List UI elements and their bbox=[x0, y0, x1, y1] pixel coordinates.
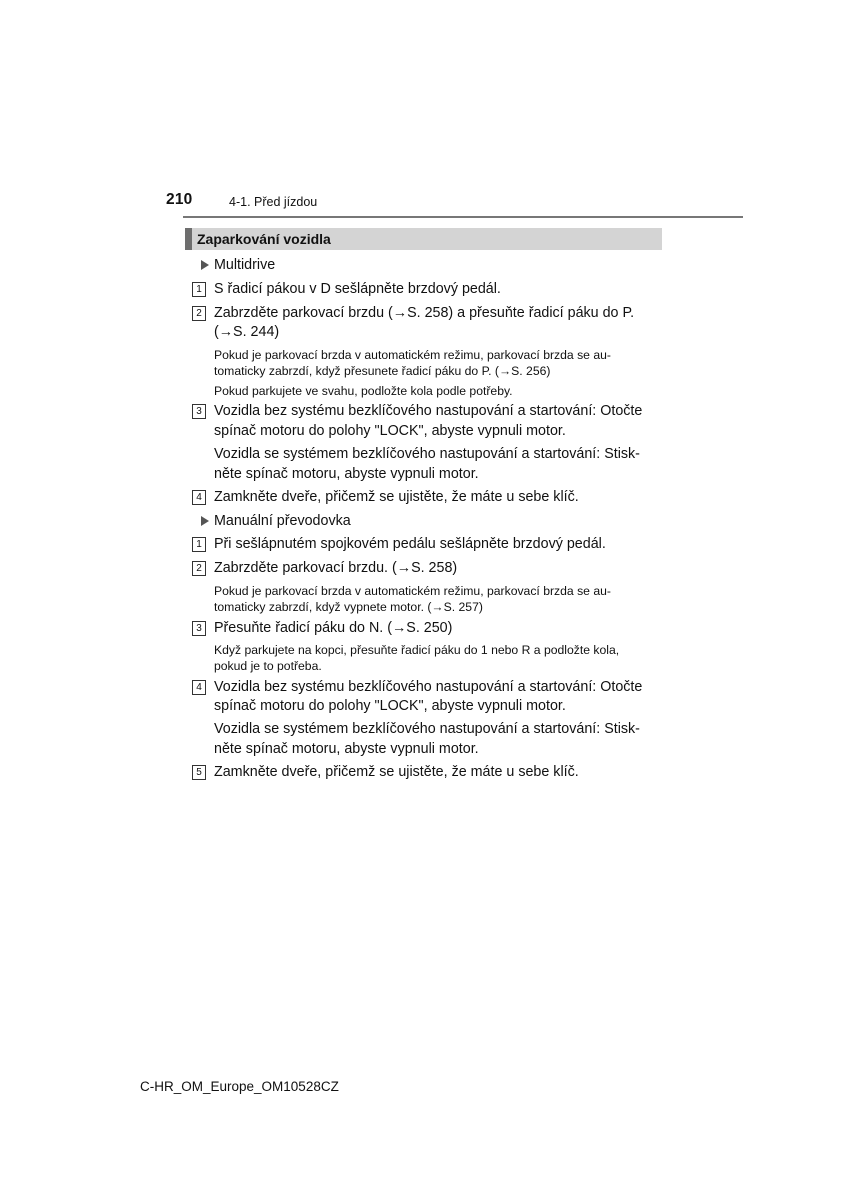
step-text: Vozidla bez systému bezklíčového nastupování a startování: Otočte bbox=[214, 403, 643, 419]
step-number-box: 4 bbox=[192, 680, 206, 695]
step-text: spínač motoru do polohy "LOCK", abyste vypnuli motor. bbox=[214, 698, 566, 714]
step-text: Při sešlápnutém spojkovém pedálu sešlápněte brzdový pedál. bbox=[214, 536, 606, 552]
step-text: (→S. 244) bbox=[214, 324, 280, 340]
section-title: Zaparkování vozidla bbox=[197, 231, 331, 247]
page-number: 210 bbox=[166, 191, 193, 208]
step-note: Pokud parkujete ve svahu, podložte kola podle potřeby. bbox=[214, 384, 513, 398]
step-text: spínač motoru do polohy "LOCK", abyste vypnuli motor. bbox=[214, 423, 566, 439]
step-note: tomaticky zabrzdí, když vypnete motor. (→S. 257) bbox=[214, 600, 483, 614]
step-text: něte spínač motoru, abyste vypnuli motor. bbox=[214, 741, 479, 757]
step-number-box: 1 bbox=[192, 282, 206, 297]
step-text: Zamkněte dveře, přičemž se ujistěte, že máte u sebe klíč. bbox=[214, 489, 579, 505]
step-text: Přesuňte řadicí páku do N. (→S. 250) bbox=[214, 620, 453, 636]
triangle-bullet-icon bbox=[201, 260, 209, 270]
subsection-heading-multidrive: Multidrive bbox=[214, 257, 276, 273]
subsection-heading-manual: Manuální převodovka bbox=[214, 513, 351, 529]
step-number-box: 2 bbox=[192, 306, 206, 321]
step-note: tomaticky zabrzdí, když přesunete řadicí páku do P. (→S. 256) bbox=[214, 364, 551, 378]
step-text: něte spínač motoru, abyste vypnuli motor. bbox=[214, 466, 479, 482]
chapter-title: 4-1. Před jízdou bbox=[229, 195, 318, 209]
step-number-box: 1 bbox=[192, 537, 206, 552]
section-header bbox=[185, 228, 662, 250]
footer-doc-code: C-HR_OM_Europe_OM10528CZ bbox=[140, 1079, 339, 1094]
step-text: Zamkněte dveře, přičemž se ujistěte, že máte u sebe klíč. bbox=[214, 764, 579, 780]
step-text: Vozidla se systémem bezklíčového nastupování a startování: Stisk- bbox=[214, 446, 640, 462]
step-number-box: 4 bbox=[192, 490, 206, 505]
header-rule bbox=[183, 216, 743, 218]
step-number-box: 2 bbox=[192, 561, 206, 576]
step-number-box: 3 bbox=[192, 621, 206, 636]
step-note: pokud je to potřeba. bbox=[214, 659, 322, 673]
step-note: Pokud je parkovací brzda v automatickém režimu, parkovací brzda se au- bbox=[214, 584, 611, 598]
step-number-box: 3 bbox=[192, 404, 206, 419]
step-number-box: 5 bbox=[192, 765, 206, 780]
triangle-bullet-icon bbox=[201, 516, 209, 526]
step-note: Pokud je parkovací brzda v automatickém režimu, parkovací brzda se au- bbox=[214, 348, 611, 362]
step-text: Zabrzděte parkovací brzdu. (→S. 258) bbox=[214, 560, 458, 576]
step-note: Když parkujete na kopci, přesuňte řadicí páku do 1 nebo R a podložte kola, bbox=[214, 643, 620, 657]
step-text: Zabrzděte parkovací brzdu (→S. 258) a přesuňte řadicí páku do P. bbox=[214, 305, 635, 321]
step-text: Vozidla se systémem bezklíčového nastupování a startování: Stisk- bbox=[214, 721, 640, 737]
step-text: Vozidla bez systému bezklíčového nastupování a startování: Otočte bbox=[214, 679, 643, 695]
step-text: S řadicí pákou v D sešlápněte brzdový pedál. bbox=[214, 281, 501, 297]
